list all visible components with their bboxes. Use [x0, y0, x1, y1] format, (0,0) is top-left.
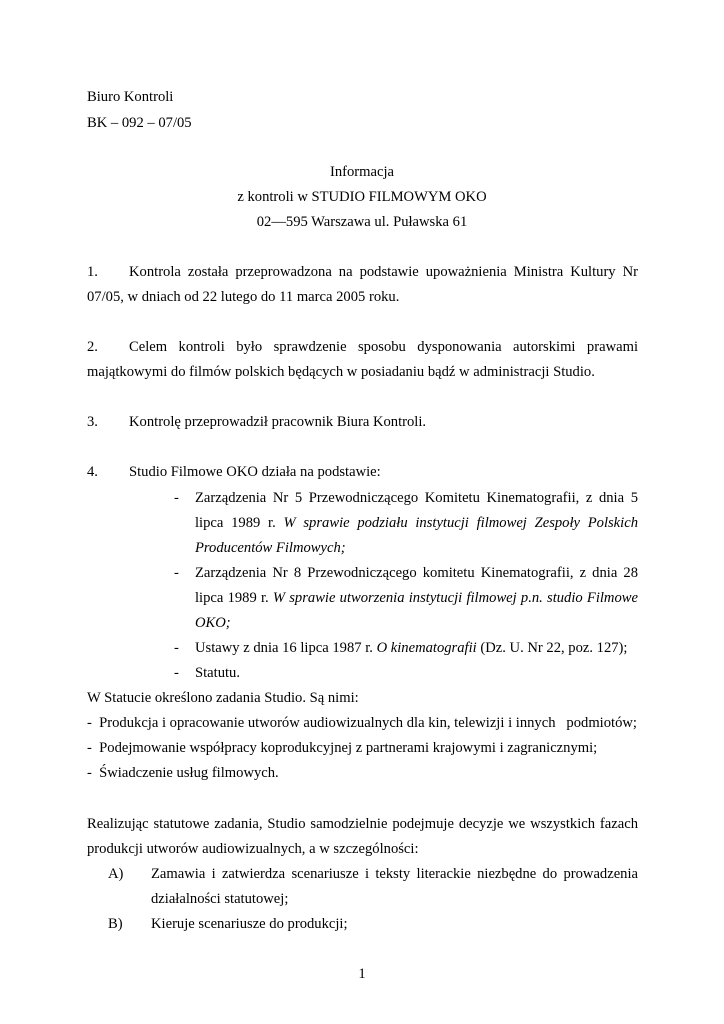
p1-number: 1. [87, 264, 98, 280]
p4-number: 4. [87, 464, 98, 480]
realization-item-b-line-1: Kieruje scenariusze do produkcji; [151, 916, 348, 932]
statute-item-3: - Świadczenie usług filmowych. [87, 765, 279, 781]
p2-line-2: majątkowymi do filmów polskich będących w posiadaniu bądź w administracji Studio. [87, 364, 595, 380]
p4-item-1-dash: - [174, 490, 179, 506]
realization-line-2: produkcji utworów audiowizualnych, a w szczególności: [87, 841, 419, 857]
p4-item-1-line-2: lipca 1989 r. W sprawie podziału instytucji filmowej Zespoły Polskich [195, 515, 638, 531]
header-department: Biuro Kontroli [87, 89, 174, 105]
p4-item-2-line-1: Zarządzenia Nr 8 Przewodniczącego komitetu Kinematografii, z dnia 28 [195, 565, 638, 581]
p4-intro: Studio Filmowe OKO działa na podstawie: [129, 464, 381, 480]
title-line-3: 02—595 Warszawa ul. Puławska 61 [256, 214, 468, 230]
p2-number: 2. [87, 339, 98, 355]
statute-item-1: - Produkcja i opracowanie utworów audiowizualnych dla kin, telewizji i innych podmiotów; [87, 715, 637, 731]
p3-number: 3. [87, 414, 98, 430]
p4-item-1-line-3: Producentów Filmowych; [195, 540, 346, 556]
realization-item-a-line-2: działalności statutowej; [151, 891, 289, 907]
p2-line-1: Celem kontroli było sprawdzenie sposobu dysponowania autorskimi prawami [129, 339, 638, 355]
p4-item-3-dash: - [174, 640, 179, 656]
statute-item-2: - Podejmowanie współpracy koprodukcyjnej z partnerami krajowymi i zagranicznymi; [87, 740, 598, 756]
header-reference: BK – 092 – 07/05 [87, 115, 192, 131]
realization-item-a-label: A) [108, 866, 124, 882]
p4-item-2-line-3: OKO; [195, 615, 231, 631]
realization-line-1: Realizując statutowe zadania, Studio samodzielnie podejmuje decyzje we wszystkich fazach [87, 816, 638, 832]
statute-intro: W Statucie określono zadania Studio. Są nimi: [87, 690, 359, 706]
p3-line-1: Kontrolę przeprowadził pracownik Biura Kontroli. [129, 414, 427, 430]
p4-item-1-line-1: Zarządzenia Nr 5 Przewodniczącego Komitetu Kinematografii, z dnia 5 [195, 490, 638, 506]
page-number: 1 [358, 966, 366, 982]
realization-item-b-label: B) [108, 916, 123, 932]
p4-item-4-line-1: Statutu. [195, 665, 240, 681]
realization-item-a-line-1: Zamawia i zatwierdza scenariusze i teksty literackie niezbędne do prowadzenia [151, 866, 638, 882]
p4-item-4-dash: - [174, 665, 179, 681]
p1-line-2: 07/05, w dniach od 22 lutego do 11 marca 2005 roku. [87, 289, 400, 305]
p4-item-3-line-1: Ustawy z dnia 16 lipca 1987 r. O kinematografii (Dz. U. Nr 22, poz. 127); [195, 640, 628, 656]
p4-item-2-line-2: lipca 1989 r. W sprawie utworzenia instytucji filmowej p.n. studio Filmowe [195, 590, 638, 606]
title-line-1: Informacja [329, 164, 394, 180]
p4-item-2-dash: - [174, 565, 179, 581]
p1-line-1: Kontrola została przeprowadzona na podstawie upoważnienia Ministra Kultury Nr [129, 264, 638, 280]
title-line-2: z kontroli w STUDIO FILMOWYM OKO [237, 189, 487, 205]
